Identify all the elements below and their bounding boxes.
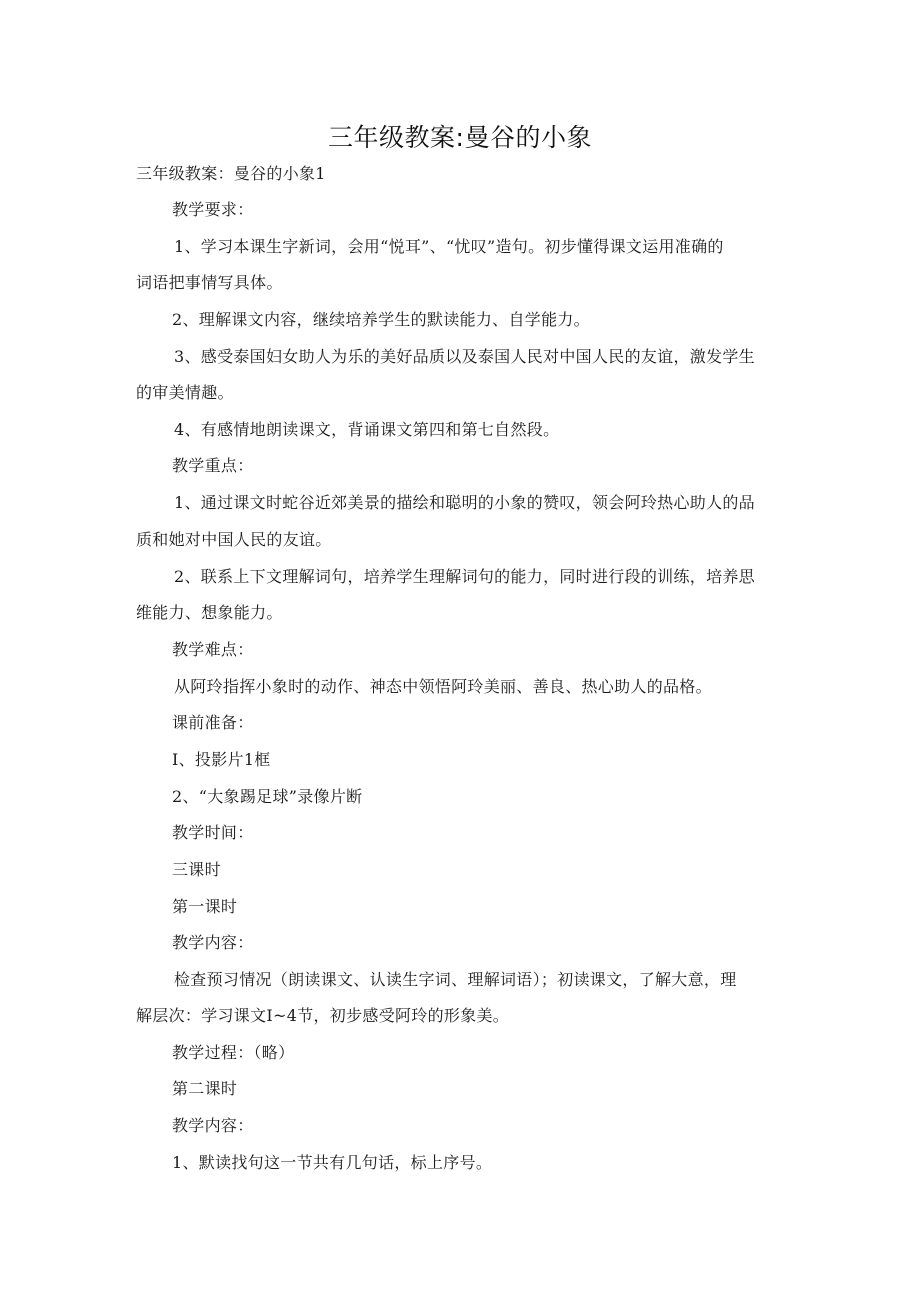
- doc-line-heading-preparation: 课前准备：: [172, 713, 254, 732]
- doc-line-difficulty: 从阿玲指挥小象时的动作、神态中领悟阿玲美丽、善良、热心助人的品格。: [174, 677, 712, 696]
- doc-line-req-2: 2、理解课文内容，继续培养学生的默读能力、自学能力。: [172, 310, 590, 329]
- doc-line-content-1-cont: 解层次：学习课文I~4节，初步感受阿玲的形象美。: [136, 1006, 510, 1025]
- doc-line-req-4: 4、有感情地朗读课文，背诵课文第四和第七自然段。: [174, 420, 560, 439]
- doc-line-heading-difficulty: 教学难点：: [172, 640, 254, 659]
- doc-line-key-2: 2、联系上下文理解词句，培养学生理解词句的能力，同时进行段的训练，培养思: [174, 567, 755, 586]
- doc-line-heading-key-points: 教学重点：: [172, 456, 254, 475]
- doc-line-heading-content-1: 教学内容：: [172, 933, 254, 952]
- doc-line-heading-requirements: 教学要求：: [172, 200, 254, 219]
- doc-line-lesson-2: 第二课时: [172, 1079, 238, 1098]
- doc-line-key-1-cont: 质和她对中国人民的友谊。: [136, 530, 332, 549]
- doc-line-key-2-cont: 维能力、想象能力。: [136, 603, 283, 622]
- doc-line-req-3-cont: 的审美情趣。: [136, 383, 234, 402]
- doc-line-time: 三课时: [172, 860, 221, 879]
- doc-line-prep-1: I、投影片1框: [172, 750, 271, 769]
- doc-line-prep-2: 2、“大象踢足球”录像片断: [172, 787, 363, 806]
- page-title: 三年级教案:曼谷的小象: [328, 123, 592, 152]
- doc-line-req-3: 3、感受泰国妇女助人为乐的美好品质以及泰国人民对中国人民的友谊，激发学生: [174, 347, 755, 366]
- doc-line-lesson-1: 第一课时: [172, 897, 238, 916]
- doc-line-subtitle: 三年级教案：曼谷的小象1: [136, 164, 326, 183]
- doc-line-process: 教学过程：（略）: [172, 1043, 295, 1062]
- doc-line-content-1: 检查预习情况（朗读课文、认读生字词、理解词语）；初读课文，了解大意，理: [174, 970, 737, 989]
- doc-line-heading-time: 教学时间：: [172, 823, 254, 842]
- doc-line-heading-content-2: 教学内容：: [172, 1116, 254, 1135]
- doc-line-req-1-cont: 词语把事情写具体。: [136, 273, 283, 292]
- doc-line-key-1: 1、通过课文时蛇谷近郊美景的描绘和聪明的小象的赞叹，领会阿玲热心助人的品: [174, 493, 755, 512]
- doc-line-req-1: 1、学习本课生字新词，会用“悦耳”、“忧叹”造句。初步懂得课文运用准确的: [174, 237, 724, 256]
- doc-line-content-2: 1、默读找句这一节共有几句话，标上序号。: [172, 1153, 493, 1172]
